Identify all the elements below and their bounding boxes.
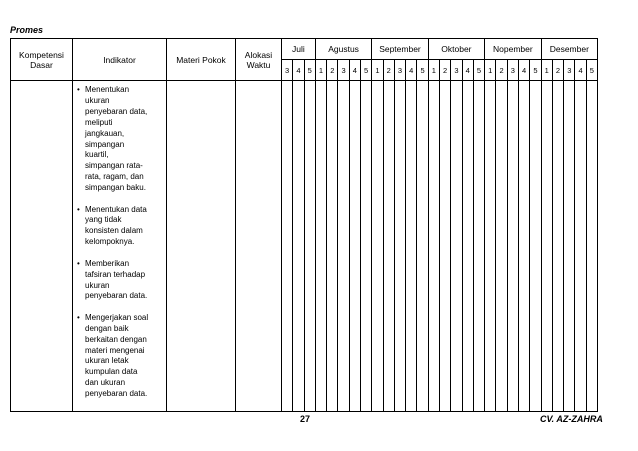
cell-materi-pokok [167, 81, 236, 412]
week-cell [293, 81, 304, 412]
week-header: 1 [541, 60, 552, 81]
week-cell [304, 81, 315, 412]
header-materi-pokok: Materi Pokok [167, 39, 236, 81]
week-header: 3 [507, 60, 518, 81]
cell-kompetensi-dasar [11, 81, 73, 412]
week-header: 5 [586, 60, 597, 81]
list-item: • Mengerjakan soal dengan baik berkaitan dengan materi mengenai ukuran letak kumpulan data dan ukuran penyebaran data. [77, 313, 164, 400]
week-cell [372, 81, 383, 412]
week-header: 4 [462, 60, 473, 81]
week-header: 1 [485, 60, 496, 81]
week-cell [417, 81, 428, 412]
week-cell [575, 81, 586, 412]
week-header: 3 [451, 60, 462, 81]
week-cell [406, 81, 417, 412]
week-header: 4 [575, 60, 586, 81]
month-header-september: September [372, 39, 428, 60]
list-item: • Menentukan data yang tidak konsisten dalam kelompoknya. [77, 205, 164, 249]
header-kompetensi-dasar: Kompetensi Dasar [11, 39, 73, 81]
week-header: 5 [530, 60, 541, 81]
week-header: 1 [315, 60, 326, 81]
cell-alokasi-waktu [236, 81, 282, 412]
week-header: 2 [439, 60, 450, 81]
week-cell [485, 81, 496, 412]
week-cell [552, 81, 563, 412]
week-cell [586, 81, 597, 412]
week-cell [439, 81, 450, 412]
month-header-agustus: Agustus [315, 39, 371, 60]
week-cell [507, 81, 518, 412]
week-cell [451, 81, 462, 412]
week-cell [530, 81, 541, 412]
table-row [11, 81, 598, 412]
month-header-oktober: Oktober [428, 39, 484, 60]
indikator-list [73, 81, 166, 400]
week-header: 4 [349, 60, 360, 81]
week-cell [282, 81, 293, 412]
week-cell [541, 81, 552, 412]
week-header: 4 [518, 60, 529, 81]
month-header-nopember: Nopember [485, 39, 541, 60]
week-header: 2 [496, 60, 507, 81]
week-header: 5 [417, 60, 428, 81]
week-cell [428, 81, 439, 412]
month-header-desember: Desember [541, 39, 597, 60]
month-header-juli: Juli [282, 39, 316, 60]
header-alokasi-waktu: Alokasi Waktu [236, 39, 282, 81]
week-cell [338, 81, 349, 412]
week-cell [383, 81, 394, 412]
list-item: • Memberikan tafsiran terhadap ukuran penyebaran data. [77, 259, 164, 303]
week-cell [564, 81, 575, 412]
week-header: 5 [304, 60, 315, 81]
week-header: 3 [564, 60, 575, 81]
week-header: 1 [372, 60, 383, 81]
week-cell [327, 81, 338, 412]
week-header: 3 [338, 60, 349, 81]
week-cell [361, 81, 372, 412]
week-header: 2 [383, 60, 394, 81]
page-number: 27 [300, 414, 311, 424]
week-cell [349, 81, 360, 412]
document-title: Promes [10, 25, 44, 35]
week-header: 1 [428, 60, 439, 81]
week-cell [462, 81, 473, 412]
week-header: 2 [327, 60, 338, 81]
cell-indikator [73, 81, 167, 412]
week-cell [315, 81, 326, 412]
week-header: 2 [552, 60, 563, 81]
week-header: 5 [361, 60, 372, 81]
week-header: 4 [406, 60, 417, 81]
week-cell [518, 81, 529, 412]
week-header: 5 [473, 60, 484, 81]
week-cell [496, 81, 507, 412]
header-indikator: Indikator [73, 39, 167, 81]
week-header: 3 [282, 60, 293, 81]
week-cell [394, 81, 405, 412]
list-item: • Menentukan ukuran penyebaran data, meliputi jangkauan, simpangan kuartil, simpangan rata- rata, ragam, dan simpangan baku. [77, 85, 164, 194]
week-header: 4 [293, 60, 304, 81]
publisher-name: CV. AZ-ZAHRA [540, 414, 603, 424]
week-cell [473, 81, 484, 412]
week-header: 3 [394, 60, 405, 81]
month-header-row [11, 39, 598, 60]
promes-table [10, 38, 598, 412]
